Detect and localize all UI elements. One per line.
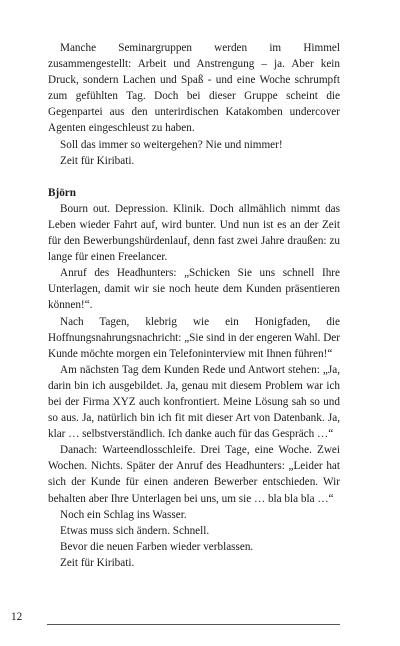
bjoern-paragraph-4: Am nächsten Tag dem Kunden Rede und Antwort stehen: „Ja, darin bin ich ausgebildet. Ja, genau mit diesem Problem war ich bei der Firma XYZ auch konfrontiert. Meine Lösung sah so und so aus. Ja, natürlich bin ich fit mit dieser Art von Datenbank. Ja, klar … selbstverständlich. Ich danke auch für das Gespräch …“ xyxy=(48,363,340,441)
bjoern-paragraph-9: Zeit für Kiribati. xyxy=(60,556,135,569)
bjoern-paragraph-8: Bevor die neuen Farben wieder verblassen. xyxy=(60,540,254,553)
intro-paragraph-2: Soll das immer so weitergehen? Nie und nimmer! xyxy=(60,138,283,151)
bjoern-paragraph-2: Anruf des Headhunters: „Schicken Sie uns schnell Ihre Unterlagen, damit wir sie noch heute dem Kunden präsentieren können!“. xyxy=(48,267,340,312)
intro-paragraph-1: Manche Seminargruppen werden im Himmel zusammengestellt: Arbeit und Anstrengung – ja. Aber kein Druck, sondern Lachen und Spaß - und eine Woche schrumpft zum gefühlten Tag. Doch bei dieser Gruppe scheint die Gegenpartei aus den unterirdischen Katakomben undercover Agenten eingeschleust zu haben. xyxy=(48,42,340,135)
footer-rule xyxy=(47,624,340,625)
page-body xyxy=(48,40,340,571)
bjoern-paragraph-7: Etwas muss sich ändern. Schnell. xyxy=(60,524,210,537)
bjoern-paragraph-3: Nach Tagen, klebrig wie ein Honigfaden, die Hoffnungsnahrungsnachricht: „Sie sind in der engeren Wahl. Der Kunde möchte morgen ein Telefoninterview mit Ihnen führen!“ xyxy=(48,315,340,360)
section-gap xyxy=(48,169,340,185)
bjoern-paragraph-5: Danach: Warteendlosschleife. Drei Tage, eine Woche. Zwei Wochen. Nichts. Später der Anruf des Headhunters: „Leider hat sich der Kunde für einen anderen Bewerber entschieden. Wir behalten aber Ihre Unterlagen bei uns, um sie … bla bla bla …“ xyxy=(48,444,340,505)
bjoern-paragraph-6: Noch ein Schlag ins Wasser. xyxy=(60,508,187,521)
section-heading: Björn xyxy=(48,186,76,199)
bjoern-paragraph-1: Bourn out. Depression. Klinik. Doch allmählich nimmt das Leben wieder Fahrt auf, wird bunter. Und nun ist es an der Zeit für den Bewerbungshürdenlauf, denn fast zwei Jahre draußen: zu lange für einen Freelancer. xyxy=(48,202,340,264)
page-footer xyxy=(11,610,341,624)
page-number: 12 xyxy=(11,611,23,623)
intro-paragraph-3: Zeit für Kiribati. xyxy=(60,154,135,167)
